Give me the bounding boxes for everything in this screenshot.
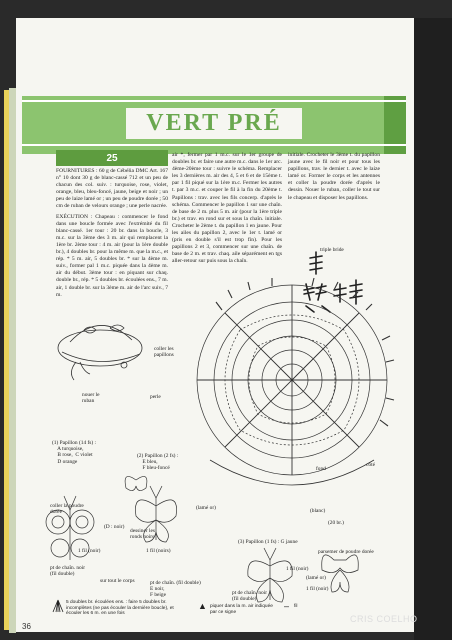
title-frame bbox=[22, 100, 406, 146]
label-sur-corps: sur tout le corps bbox=[100, 578, 135, 584]
doily-chart bbox=[197, 278, 394, 485]
label-triple-bride: triple bride bbox=[320, 247, 344, 253]
label-pt-chainette-double: pt de chaîn. (fil double) E noir, F beige bbox=[150, 580, 201, 599]
dark-border bbox=[414, 18, 452, 640]
stitch-cluster-icon bbox=[52, 599, 64, 613]
label-pt-chainette-noir: pt de chaîn. noir (fil double) bbox=[50, 565, 86, 578]
line-icon: – bbox=[284, 601, 290, 611]
label-papillon-3: (3) Papillon (1 fs) : G jaune bbox=[238, 539, 298, 545]
butterfly-outline bbox=[125, 476, 147, 490]
footnote-cluster: 5 doubles br. écoulées ens. : faire 5 doubles br. incomplètes (ne pas écouler la dernière boucle), et écouler les 6 m. en une fois bbox=[66, 600, 174, 616]
execution-paragraph: EXÉCUTION : Chapeau : commencer le fond dans une boucle formée avec l'extrémité du fil blanc-cassé. 1er tour : 20 br. dans la boucle, 3 m.c. sur la 3ème des 3 m. air qui remplacent la 1ère br. 2ème tour : 4 m. air (pour la 1ère double br.), 4 doubles br. pour la même m. que la m.c., et rép. * 5 m. air, 5 doubles br. * sur la 4ème m. suiv., former pal 1 m.c. piquée dans la 4ème m. air du début. 3ème tour : en piquant sur chaq. double br., rép. * 5 doubles br. écoulées ens., 7 m. air, 1 double br. sur la 3ème m. air de l'arc suiv., 7 m. bbox=[56, 213, 168, 298]
text-column-3: initiale. Crocheter le 3ème t. du papillon jaune avec le fil noir et pour tous les papillons, trav. le dernier t. avec le laize lamé or. Former le corps et les antennes et coller la poudre dorée d'après le dessin. Nouer le ruban, coller le tout sur le chapeau et disposer les papillons. bbox=[288, 152, 380, 201]
hat-sketch bbox=[58, 325, 142, 380]
label-dessiner-ronds: dessiner les ronds noirs bbox=[130, 528, 156, 541]
label-fil-noirs: 1 fil (noirs) bbox=[146, 548, 171, 554]
label-lame-or: (lamé or) bbox=[196, 505, 216, 511]
label-fil-noir-3: 1 fil (noir) bbox=[286, 566, 309, 572]
label-nouer-ruban: nouer le ruban bbox=[82, 392, 100, 405]
label-perle: perle bbox=[150, 394, 161, 400]
credit-watermark: CRIS COELHO bbox=[350, 614, 418, 624]
label-blanc: (blanc) bbox=[310, 508, 326, 514]
label-parsemer: parsemer de poudre dorée bbox=[318, 549, 374, 555]
label-fil-noir: 1 fil (noir) bbox=[78, 548, 101, 554]
label-20br: (20 br.) bbox=[328, 520, 344, 526]
label-fond: fond bbox=[316, 466, 326, 472]
label-lame-or-3: (lamé or) bbox=[306, 575, 326, 581]
text-column-2: air *, fermer par 1 m.c. sur le 1er groupe de doubles br. et faire une autre m.c. dans le 1er arc. 4ème-20ème tour : suivre le schéma. Remplacer les 3 dernières m. air des 4, 5 et 6 et de 15ème t. par 1 fil piqué sur la 1ère m.c. Fermer les autres t. par 3 m.c. et couper le fil à la fin du 20ème t. Papillons : trav. avec les fils concerp. d'après le schéma. Commencer le papillon 1 sur une chaîn. de base de 2 m. plus 5 m. air (pour la 1ère triple br.) et trav. en rond sur et sous la chaîn. initiale. Crocheter le 2ème t. du papillon 1 en jaune. Pour les ailes du papillon 2, avec le 1er t. lamé or (pris en double s'il est trop fin). Pour les papillons 2 et 3, commencer sur une chaîn. de base de 2 m. et trav. chaq. aile séparément en tgs aller-retour sur puis sous la chaîn. bbox=[172, 152, 282, 265]
pattern-number: 25 bbox=[56, 150, 168, 166]
label-papillon-1: (1) Papillon (14 fs) : A turquoise, B rose, C violet D orange bbox=[52, 440, 97, 465]
page-number: 36 bbox=[22, 622, 31, 631]
arrow-icon: ▲ bbox=[198, 601, 207, 611]
label-coller-papillons: coller les papillons bbox=[154, 346, 174, 359]
label-cote: côté bbox=[366, 462, 375, 468]
footnote-fil: fil bbox=[294, 604, 298, 609]
label-fil-noir-4: 1 fil (noir) bbox=[306, 586, 329, 592]
page-edge-green bbox=[9, 88, 16, 633]
page-title: VERT PRÉ bbox=[126, 108, 301, 139]
label-papillon-2: (2) Papillon (2 fs) : E bleu, F bleu-foncé bbox=[137, 453, 179, 472]
label-d-noir: (D : noir) bbox=[104, 524, 125, 530]
label-pt-chainette-noir-3: pt de chaîn. noir (fil double) bbox=[232, 590, 268, 603]
supplies-paragraph: FOURNITURES : 60 g de Cébélia DMC Art. 167 n° 10 dont 30 g de blanc-cassé 712 et un peu de chacun des col. suiv. : turquoise, rose, violet, orange, bleu, bleu-foncé, jaune, beige et noir ; un peu de laize lamé or ; un peu de poudre dorée ; 50 cm de ruban de velours orange ; une perle nacrée. bbox=[56, 168, 168, 210]
label-coller-poudre: coller la poudre dorée bbox=[50, 503, 84, 516]
footnote-piquer: piquer dans la m. air indiquée par ce signe bbox=[210, 604, 273, 615]
